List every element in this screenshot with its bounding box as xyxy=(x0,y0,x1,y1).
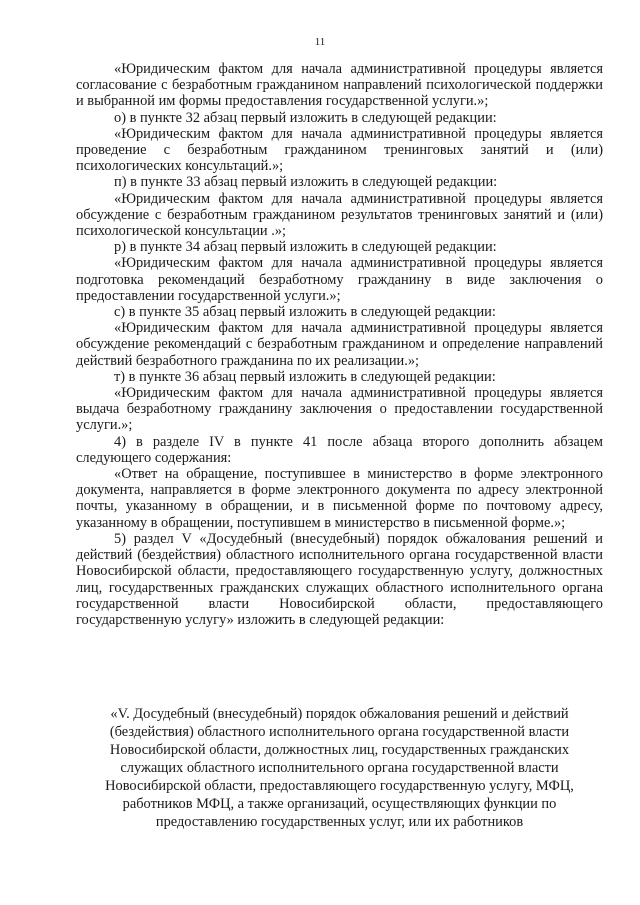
paragraph: с) в пункте 35 абзац первый изложить в следующей редакции: xyxy=(114,304,496,321)
page-number: 11 xyxy=(314,36,326,48)
section-title-line: Новосибирской области, предоставляющего государственную услугу, МФЦ, xyxy=(105,778,574,794)
paragraph: «Юридическим фактом для начала административной процедуры является подготовка рекомендаций безработному гражданину в виде заключения о предоставлении государственной услуги.»; xyxy=(76,255,603,304)
paragraph: р) в пункте 34 абзац первый изложить в следующей редакции: xyxy=(114,239,497,256)
paragraph: п) в пункте 33 абзац первый изложить в следующей редакции: xyxy=(114,174,498,191)
paragraph: 5) раздел V «Досудебный (внесудебный) порядок обжалования решений и действий (бездействия) областного исполнительного органа государственной власти Новосибирской области, предоставляющего государственную услугу, должностных лиц, государственных гражданских служащих областного исполнительного органа государственной власти Новосибирской области, предоставляющего государственную услугу» изложить в следующей редакции: xyxy=(76,530,603,628)
section-title-line: Новосибирской области, должностных лиц, государственных гражданских xyxy=(109,742,570,758)
paragraph: «Ответ на обращение, поступившее в министерство в форме электронного документа, направляется в форме электронного документа по адресу электронной почты, указанному в обращении, и в письменной форме по почтовому адресу, указанному в обращении, поступившем в министерство в письменной форме.»; xyxy=(76,466,603,531)
document-body xyxy=(76,61,603,628)
section-title-line: служащих областного исполнительного органа государственной власти xyxy=(120,760,559,776)
section-title-line: предоставлению государственных услуг, или их работников xyxy=(155,814,524,830)
paragraph: т) в пункте 36 абзац первый изложить в следующей редакции: xyxy=(114,368,496,385)
paragraph: о) в пункте 32 абзац первый изложить в следующей редакции: xyxy=(114,109,497,126)
paragraph: «Юридическим фактом для начала административной процедуры является обсуждение рекомендаций с безработным гражданином и определение направлений действий безработного гражданина по их реализации.»; xyxy=(76,320,603,369)
section-title xyxy=(76,705,603,831)
section-title-line: (бездействия) областного исполнительного органа государственной власти xyxy=(109,724,570,740)
paragraph: «Юридическим фактом для начала административной процедуры является обсуждение с безработным гражданином результатов тренинговых занятий и (или) психологической консультации .»; xyxy=(76,190,603,240)
paragraph: «Юридическим фактом для начала административной процедуры является проведение с безработным гражданином тренинговых занятий и (или) психологических консультаций.»; xyxy=(76,125,603,175)
paragraph: «Юридическим фактом для начала административной процедуры является выдача безработному гражданину заключения о предоставлении государственной услуги.»; xyxy=(76,385,603,434)
section-title-line: «V. Досудебный (внесудебный) порядок обжалования решений и действий xyxy=(110,706,569,722)
paragraph: «Юридическим фактом для начала административной процедуры является согласование с безработным гражданином направлений психологической поддержки и выбранной им формы предоставления государственной услуги.»; xyxy=(76,61,603,110)
section-title-line: работников МФЦ, а также организаций, осуществляющих функции по xyxy=(122,796,557,812)
paragraph: 4) в разделе IV в пункте 41 после абзаца второго дополнить абзацем следующего содержания: xyxy=(76,433,603,466)
